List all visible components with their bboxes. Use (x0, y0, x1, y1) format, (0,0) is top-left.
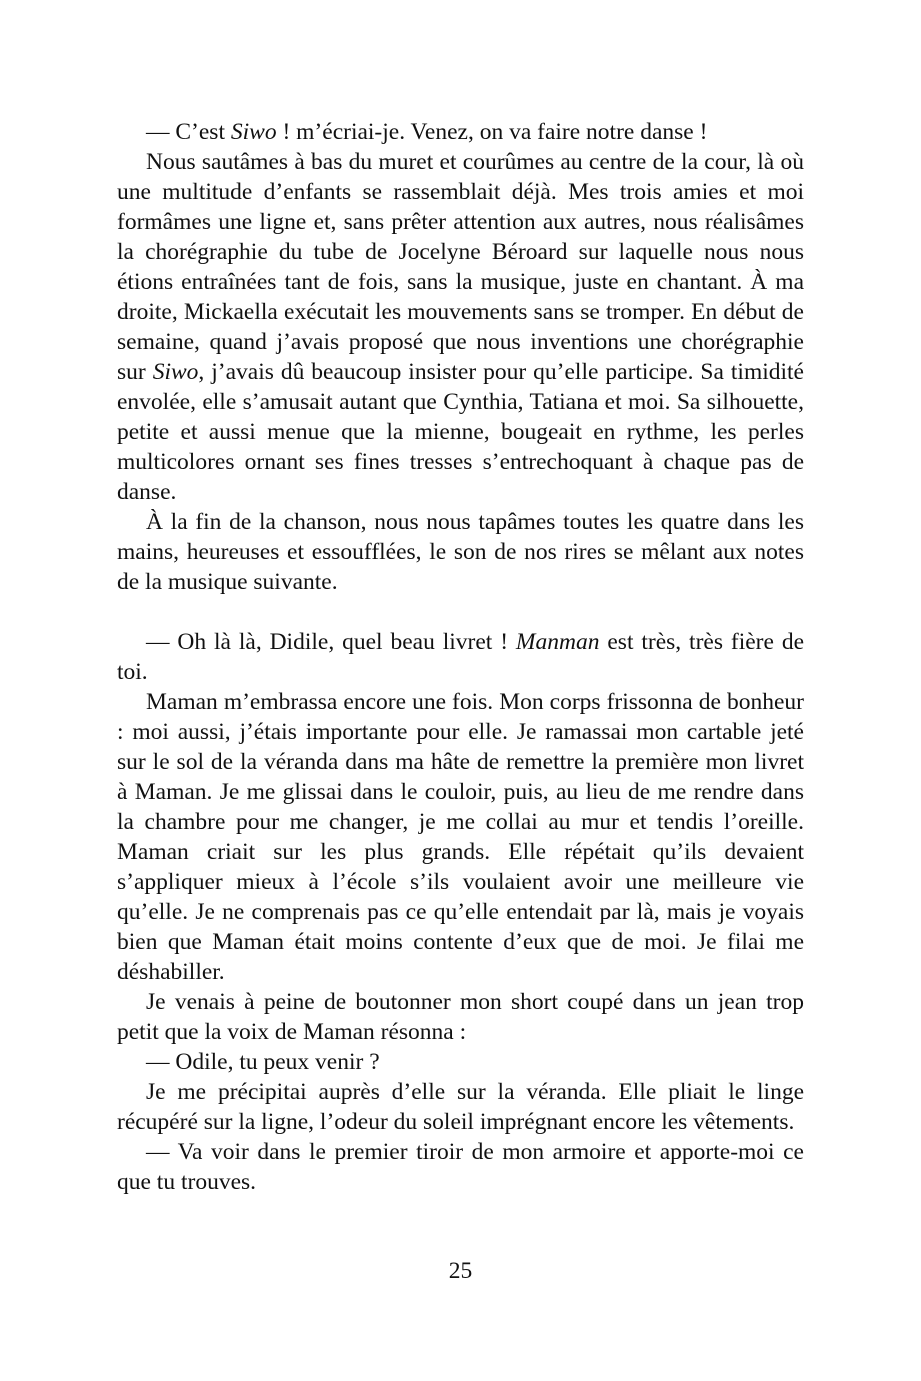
paragraph (117, 627, 804, 687)
text-block (117, 117, 804, 1197)
text-run: est très, très fière de toi. (117, 629, 805, 685)
text-run: — Oh là là, Didile, quel beau livret ! (146, 629, 516, 655)
paragraph: Je venais à peine de boutonner mon short coupé dans un jean trop petit que la voix de Maman résonna : (117, 989, 804, 1045)
paragraph: Je me précipitai auprès d’elle sur la véranda. Elle pliait le linge récupéré sur la ligne, l’odeur du soleil imprégnant encore les vêtements. (117, 1079, 804, 1135)
text-run: , j’avais dû beaucoup insister pour qu’elle participe. Sa timidité envolée, elle s’amusait autant que Cynthia, Tatiana et moi. Sa silhouette, petite et aussi menue que la mienne, bougeait en rythme, les perles multicolores ornant ses fines tresses s’entrechoquant à chaque pas de danse. (117, 359, 804, 505)
text-run: ! m’écriai-je. Venez, on va faire notre danse ! (276, 119, 708, 145)
italic-text: Manman (515, 629, 600, 655)
paragraph: Maman m’embrassa encore une fois. Mon corps frissonna de bonheur : moi aussi, j’étais importante pour elle. Je ramassai mon cartable jeté sur le sol de la véranda dans ma hâte de remettre la première mon livret à Maman. Je me glissai dans le couloir, puis, au lieu de me rendre dans la chambre pour me changer, je me collai au mur et tendis l’oreille. Maman criait sur les plus grands. Elle répétait qu’ils devaient s’appliquer mieux à l’école s’ils voulaient avoir une meilleure vie qu’elle. Je ne comprenais pas ce qu’elle entendait par là, mais je voyais bien que Maman était moins contente d’eux que de moi. Je filai me déshabiller. (117, 689, 804, 985)
text-run: — C’est (146, 119, 231, 145)
page-number: 25 (448, 1258, 473, 1284)
paragraph (117, 117, 804, 147)
italic-text: Siwo (230, 119, 277, 145)
paragraph (117, 147, 804, 507)
paragraph: À la fin de la chanson, nous nous tapâmes toutes les quatre dans les mains, heureuses et essoufflées, le son de nos rires se mêlant aux notes de la musique suivante. (117, 509, 804, 595)
text-run: Nous sautâmes à bas du muret et courûmes au centre de la cour, là où une multitude d’enfants se rassemblait déjà. Mes trois amies et moi formâmes une ligne et, sans prêter attention aux autres, nous réalisâmes la chorégraphie du tube de Jocelyne Béroard sur laquelle nous nous étions entraînées tant de fois, sans la musique, juste en chantant. À ma droite, Mickaella exécutait les mouvements sans se tromper. En début de semaine, quand j’avais proposé que nous inventions une chorégraphie sur (117, 149, 804, 385)
italic-text: Siwo (152, 359, 199, 385)
section-break (117, 597, 804, 627)
paragraph: — Odile, tu peux venir ? (146, 1049, 380, 1075)
paragraph: — Va voir dans le premier tiroir de mon armoire et apporte-moi ce que tu trouves. (117, 1139, 804, 1195)
page-body (117, 117, 804, 1197)
